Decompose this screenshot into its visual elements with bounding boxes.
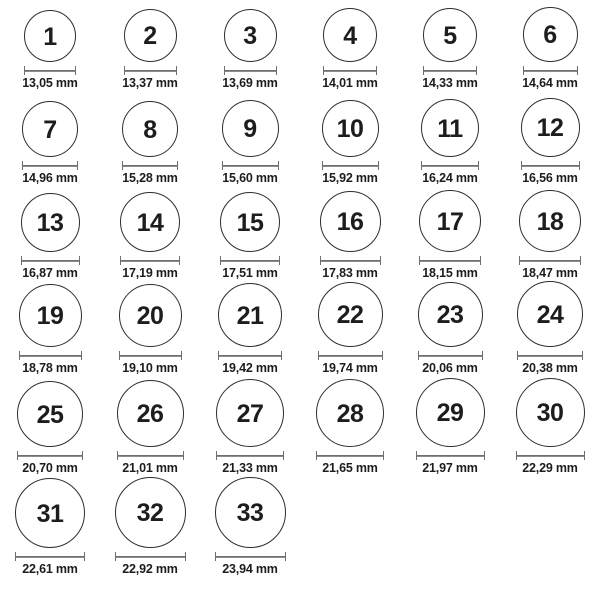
ring-size-cell <box>500 285 600 380</box>
diameter-measure-line <box>416 451 485 460</box>
ring-circle <box>519 190 581 252</box>
diameter-label: 14,96 mm <box>22 171 78 185</box>
diameter-measure-line <box>218 351 282 360</box>
diameter-measure-line <box>122 161 178 170</box>
ring-circle <box>15 478 85 548</box>
ring-circle <box>119 284 182 347</box>
ring-circle <box>120 192 180 252</box>
diameter-measure-line <box>220 256 280 265</box>
diameter-measure-line <box>421 161 479 170</box>
diameter-measure-line <box>216 451 284 460</box>
diameter-measure-line <box>22 161 78 170</box>
diameter-label: 20,70 mm <box>22 461 78 475</box>
ring-size-number: 5 <box>443 21 457 50</box>
ring-size-number: 3 <box>243 22 257 50</box>
ring-size-cell <box>0 190 100 285</box>
diameter-measure-line <box>117 451 184 460</box>
ring-circle <box>521 98 580 157</box>
ring-size-cell <box>0 380 100 480</box>
diameter-measure-line <box>316 451 384 460</box>
ring-circle <box>19 284 82 347</box>
ring-size-cell <box>200 190 300 285</box>
ring-size-number: 30 <box>536 399 564 427</box>
diameter-label: 15,60 mm <box>222 171 278 185</box>
ring-size-cell <box>100 480 200 600</box>
diameter-label: 16,56 mm <box>522 171 578 185</box>
ring-circle <box>117 380 184 447</box>
diameter-measure-line <box>423 66 477 75</box>
diameter-label: 14,01 mm <box>322 76 378 90</box>
ring-size-number: 11 <box>437 114 463 143</box>
ring-circle <box>24 10 76 62</box>
ring-circle <box>22 101 78 157</box>
ring-size-number: 8 <box>143 115 157 144</box>
ring-size-cell <box>100 0 200 95</box>
ring-size-cell <box>0 0 100 95</box>
ring-size-cell <box>200 95 300 190</box>
ring-size-number: 1 <box>43 22 57 51</box>
ring-circle <box>322 100 379 157</box>
diameter-measure-line <box>323 66 377 75</box>
diameter-measure-line <box>224 66 277 75</box>
ring-size-number: 26 <box>136 400 164 428</box>
ring-circle <box>423 8 477 62</box>
ring-size-number: 31 <box>36 499 64 528</box>
ring-size-cell <box>200 380 300 480</box>
ring-size-cell <box>300 0 400 95</box>
diameter-label: 20,06 mm <box>422 361 478 375</box>
ring-size-number: 18 <box>536 207 564 236</box>
diameter-label: 19,74 mm <box>322 361 378 375</box>
ring-size-number: 22 <box>336 301 364 329</box>
ring-size-cell <box>400 285 500 380</box>
diameter-label: 13,69 mm <box>222 76 278 90</box>
diameter-label: 22,61 mm <box>22 562 78 576</box>
ring-circle <box>421 99 479 157</box>
ring-circle <box>416 378 485 447</box>
diameter-label: 15,28 mm <box>122 171 178 185</box>
diameter-measure-line <box>120 256 180 265</box>
diameter-measure-line <box>21 256 80 265</box>
diameter-measure-line <box>419 256 481 265</box>
diameter-label: 21,65 mm <box>322 461 378 475</box>
ring-size-number: 13 <box>36 209 64 237</box>
diameter-label: 15,92 mm <box>322 171 378 185</box>
ring-size-number: 4 <box>343 21 357 50</box>
ring-size-number: 7 <box>43 115 57 144</box>
diameter-measure-line <box>519 256 581 265</box>
ring-size-number: 33 <box>236 499 264 527</box>
diameter-measure-line <box>124 66 177 75</box>
diameter-label: 19,10 mm <box>122 361 178 375</box>
ring-size-number: 28 <box>336 399 364 428</box>
diameter-label: 18,78 mm <box>22 361 78 375</box>
ring-size-number: 25 <box>36 400 64 429</box>
diameter-label: 16,87 mm <box>22 266 78 280</box>
ring-size-cell <box>100 95 200 190</box>
ring-size-number: 10 <box>336 115 364 143</box>
diameter-measure-line <box>115 552 186 561</box>
ring-circle <box>516 378 585 447</box>
diameter-measure-line <box>24 66 76 75</box>
ring-size-number: 6 <box>543 21 557 49</box>
ring-size-number: 14 <box>136 208 164 237</box>
diameter-label: 22,29 mm <box>522 461 578 475</box>
ring-size-cell <box>200 285 300 380</box>
ring-circle <box>418 282 483 347</box>
diameter-measure-line <box>418 351 483 360</box>
ring-size-number: 19 <box>36 302 64 330</box>
diameter-label: 18,15 mm <box>422 266 478 280</box>
diameter-label: 21,01 mm <box>122 461 178 475</box>
diameter-measure-line <box>17 451 83 460</box>
ring-circle <box>220 192 280 252</box>
diameter-label: 18,47 mm <box>522 266 578 280</box>
diameter-measure-line <box>322 161 379 170</box>
ring-size-number: 12 <box>536 114 564 142</box>
ring-size-number: 2 <box>143 22 157 50</box>
diameter-measure-line <box>19 351 82 360</box>
diameter-label: 16,24 mm <box>422 171 478 185</box>
ring-size-number: 20 <box>136 302 164 330</box>
diameter-measure-line <box>523 66 578 75</box>
diameter-measure-line <box>15 552 85 561</box>
diameter-label: 17,83 mm <box>322 266 378 280</box>
ring-size-cell <box>100 380 200 480</box>
ring-size-cell <box>300 285 400 380</box>
diameter-label: 22,92 mm <box>122 562 178 576</box>
ring-circle <box>115 477 186 548</box>
ring-size-cell <box>400 95 500 190</box>
diameter-label: 21,33 mm <box>222 461 278 475</box>
diameter-measure-line <box>318 351 383 360</box>
ring-size-number: 16 <box>336 208 364 236</box>
diameter-label: 17,19 mm <box>122 266 178 280</box>
ring-size-cell <box>0 480 100 600</box>
diameter-label: 17,51 mm <box>222 266 278 280</box>
ring-circle <box>124 9 177 62</box>
diameter-measure-line <box>119 351 182 360</box>
ring-size-cell <box>200 0 300 95</box>
ring-circle <box>323 8 377 62</box>
diameter-measure-line <box>516 451 585 460</box>
ring-circle <box>316 379 384 447</box>
ring-size-cell <box>100 285 200 380</box>
ring-size-cell <box>500 380 600 480</box>
ring-size-number: 29 <box>436 399 464 427</box>
diameter-label: 13,05 mm <box>22 76 78 90</box>
ring-size-cell <box>300 190 400 285</box>
diameter-measure-line <box>517 351 583 360</box>
diameter-measure-line <box>222 161 279 170</box>
ring-size-cell <box>200 480 300 600</box>
diameter-label: 14,33 mm <box>422 76 478 90</box>
ring-size-cell <box>500 0 600 95</box>
ring-size-number: 15 <box>236 208 264 237</box>
ring-circle <box>17 381 83 447</box>
ring-size-cell <box>400 190 500 285</box>
ring-circle <box>320 191 381 252</box>
ring-circle <box>419 190 481 252</box>
ring-circle <box>523 7 578 62</box>
ring-circle <box>122 101 178 157</box>
ring-size-cell <box>0 285 100 380</box>
diameter-measure-line <box>320 256 381 265</box>
diameter-label: 20,38 mm <box>522 361 578 375</box>
ring-circle <box>224 9 277 62</box>
ring-size-cell <box>500 190 600 285</box>
ring-circle <box>215 477 286 548</box>
diameter-measure-line <box>215 552 286 561</box>
ring-circle <box>222 100 279 157</box>
ring-size-number: 17 <box>436 207 464 236</box>
diameter-label: 13,37 mm <box>122 76 178 90</box>
ring-size-number: 24 <box>536 300 564 329</box>
ring-circle <box>517 281 583 347</box>
diameter-label: 14,64 mm <box>522 76 578 90</box>
ring-size-number: 9 <box>243 115 257 143</box>
diameter-label: 19,42 mm <box>222 361 278 375</box>
ring-size-cell <box>400 0 500 95</box>
ring-size-number: 32 <box>136 499 164 527</box>
ring-size-number: 27 <box>236 399 264 428</box>
ring-circle <box>216 379 284 447</box>
diameter-label: 23,94 mm <box>222 562 278 576</box>
ring-size-cell <box>0 95 100 190</box>
ring-size-cell <box>500 95 600 190</box>
ring-size-cell <box>400 380 500 480</box>
diameter-measure-line <box>521 161 580 170</box>
ring-size-cell <box>300 95 400 190</box>
ring-size-cell <box>300 380 400 480</box>
ring-size-cell <box>100 190 200 285</box>
ring-circle <box>318 282 383 347</box>
ring-circle <box>21 193 80 252</box>
ring-size-number: 23 <box>436 301 464 329</box>
ring-size-number: 21 <box>236 301 264 330</box>
ring-circle <box>218 283 282 347</box>
diameter-label: 21,97 mm <box>422 461 478 475</box>
